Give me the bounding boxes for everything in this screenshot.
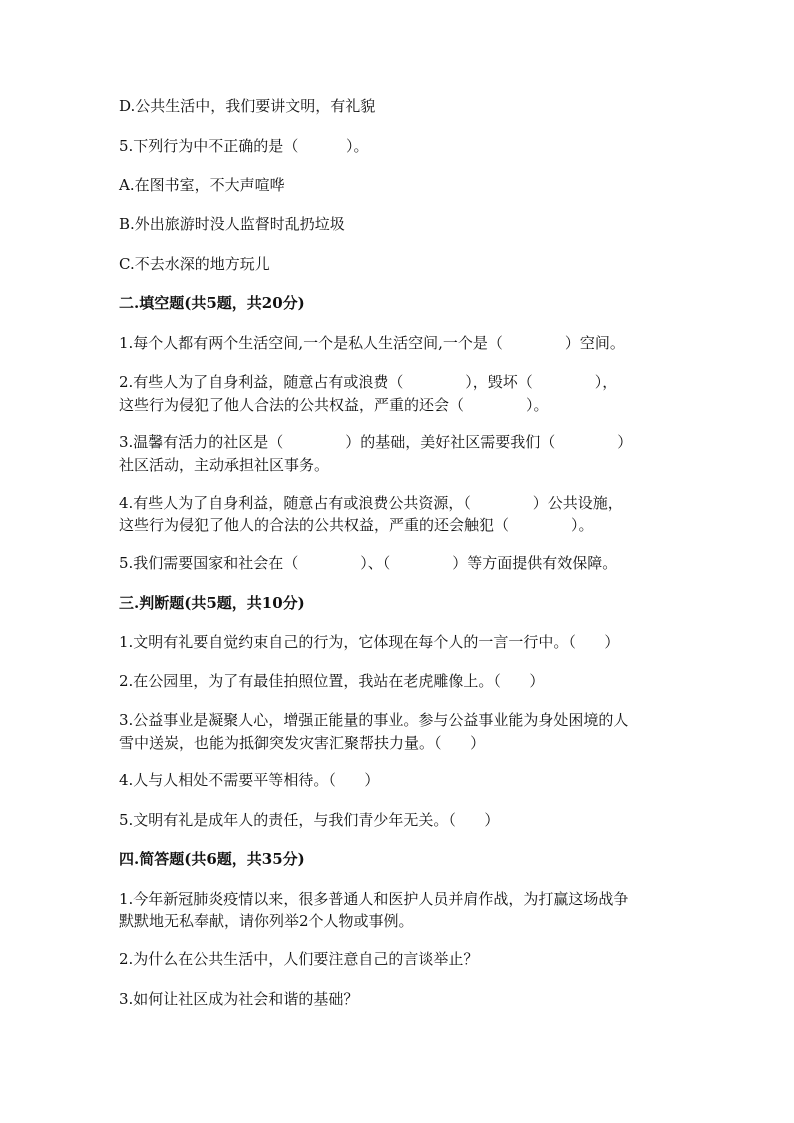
short-section-heading: 四.简答题(共6题，共35分) (119, 850, 305, 868)
short-q1-line2: 默默地无私奉献，请你列举2个人物或事例。 (119, 912, 414, 930)
q5-stem: 5.下列行为中不正确的是（ ）。 (119, 137, 369, 155)
judge-q5: 5.文明有礼是成年人的责任，与我们青少年无关。（ ） (119, 811, 500, 829)
judge-section-heading: 三.判断题(共5题，共10分) (119, 594, 305, 612)
fill-q5: 5.我们需要国家和社会在（ ）、（ ）等方面提供有效保障。 (119, 554, 618, 572)
short-q1-line1: 1.今年新冠肺炎疫情以来，很多普通人和医护人员并肩作战，为打赢这场战争 (119, 890, 629, 908)
judge-q1: 1.文明有礼要自觉约束自己的行为，它体现在每个人的一言一行中。（ ） (119, 633, 620, 651)
judge-q4: 4.人与人相处不需要平等相待。（ ） (119, 771, 380, 789)
fill-q1: 1.每个人都有两个生活空间,一个是私人生活空间,一个是（ ）空间。 (119, 334, 625, 352)
fill-q4-line2: 这些行为侵犯了他人的合法的公共权益，严重的还会触犯（ ）。 (119, 516, 594, 534)
q5-option-b: B.外出旅游时没人监督时乱扔垃圾 (119, 215, 345, 233)
fill-q2-line1: 2.有些人为了自身利益，随意占有或浪费（ ），毁坏（ ）， (119, 373, 618, 391)
fill-q4-line1: 4.有些人为了自身利益，随意占有或浪费公共资源，（ ）公共设施， (119, 494, 623, 512)
fill-q3-line1: 3.温馨有活力的社区是（ ）的基础，美好社区需要我们（ ） (119, 433, 633, 451)
short-q2: 2.为什么在公共生活中，人们要注意自己的言谈举止？ (119, 950, 479, 968)
q4-option-d: D.公共生活中，我们要讲文明，有礼貌 (119, 97, 376, 115)
judge-q3-line2: 雪中送炭，也能为抵御突发灾害汇聚帮扶力量。（ ） (119, 734, 486, 752)
fill-q3-line2: 社区活动，主动承担社区事务。 (119, 456, 330, 474)
q5-option-a: A.在图书室，不大声喧哗 (119, 176, 285, 194)
judge-q3-line1: 3.公益事业是凝聚人心，增强正能量的事业。参与公益事业能为身处困境的人 (119, 711, 629, 729)
judge-q2: 2.在公园里，为了有最佳拍照位置，我站在老虎雕像上。（ ） (119, 672, 545, 690)
q5-option-c: C.不去水深的地方玩儿 (119, 255, 270, 273)
fill-q2-line2: 这些行为侵犯了他人合法的公共权益，严重的还会（ ）。 (119, 396, 549, 414)
short-q3: 3.如何让社区成为社会和谐的基础？ (119, 990, 359, 1008)
fill-section-heading: 二.填空题(共5题，共20分) (119, 294, 305, 312)
